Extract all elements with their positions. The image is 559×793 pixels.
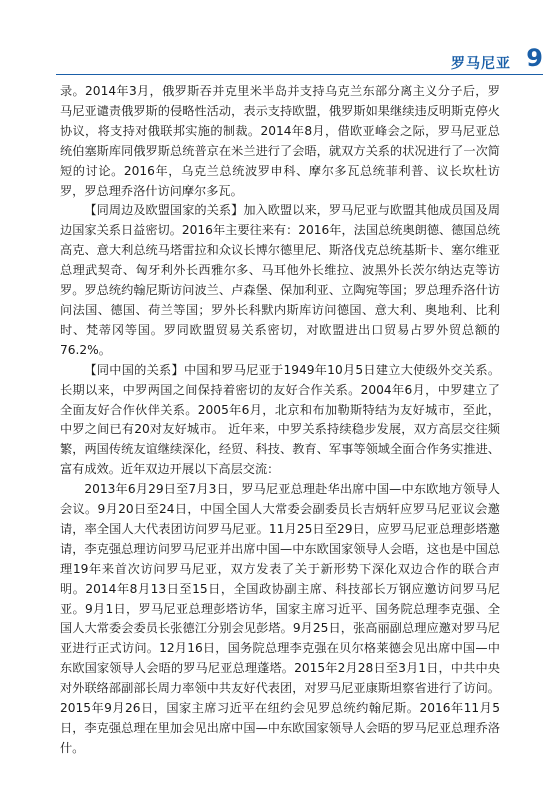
page-number: 9 (526, 44, 543, 72)
section-body-eu: 加入欧盟以来，罗马尼亚与欧盟其他成员国及周边国家关系日益密切。2016年主要往来有：2016年，法国总统奥朗德、德国总统高克、意大利总统马塔雷拉和众议长博尔德里尼、斯洛伐克总统基斯卡、塞尔维亚总理武契奇、匈牙利外长西雅尔多、马耳他外长维拉、波黑外长茨尔纳达克等访罗。罗总统约翰尼斯访问波兰、卢森堡、保加利亚、立陶宛等国；罗总理乔洛什访问法国、德国、荷兰等国；罗外长科默内斯库访问德国、意大利、奥地利、比利时、梵蒂冈等国。罗同欧盟贸易关系密切，对欧盟进出口贸易占罗外贸总额的76.2%。 (60, 203, 501, 357)
section-heading-china: 【同中国的关系】 (84, 362, 184, 377)
section-heading-eu: 【同周边及欧盟国家的关系】 (84, 203, 244, 218)
page-header (0, 0, 559, 80)
paragraph-china-relations (60, 361, 500, 480)
header-divider (56, 74, 543, 75)
page-body (60, 82, 500, 759)
running-header-title: 罗马尼亚 (451, 56, 511, 72)
section-body-china: 中国和罗马尼亚于1949年10月5日建立大使级外交关系。长期以来，中罗两国之间保持着密切的友好合作关系。2004年6月，中罗建立了全面友好合作伙伴关系。2005年6月，北京和布加勒斯特结为友好城市，至此，中罗之间已有20对友好城市。 近年来，中罗关系持续稳步发展，双方高层交往频繁，两国传统友谊继续深化，经贸、科技、教育、军事等领域全面合作务实推进、富有成效。近年双边开展以下高层交流： (60, 362, 501, 477)
paragraph-high-level-exchanges: 2013年6月29日至7月3日，罗马尼亚总理赴华出席中国—中东欧地方领导人会议。9月20日至24日，中国全国人大常委会副委员长吉炳轩应罗马尼亚议会邀请，率全国人大代表团访问罗马尼亚。11月25日至29日，应罗马尼亚总理彭塔邀请，李克强总理访问罗马尼亚并出席中国—中东欧国家领导人会晤，这也是中国总理19年来首次访问罗马尼亚，双方发表了关于新形势下深化双边合作的联合声明。2014年8月13日至15日，全国政协副主席、科技部长万钢应邀访问罗马尼亚。9月1日，罗马尼亚总理彭塔访华，国家主席习近平、国务院总理李克强、全国人大常委会委员长张德江分别会见彭塔。9月25日，张高丽副总理应邀对罗马尼亚进行正式访问。12月16日，国务院总理李克强在贝尔格莱德会见出席中国—中东欧国家领导人会晤的罗马尼亚总理蓬塔。2015年2月28日至3月1日，中共中央对外联络部副部长周力率领中共友好代表团，对罗马尼亚康斯坦察省进行了访问。2015年9月26日，国家主席习近平在纽约会见罗总统约翰尼斯。2016年11月5日，李克强总理在里加会见出席中国—中东欧国家领导人会晤的罗马尼亚总理乔洛什。 (60, 482, 500, 755)
paragraph-eu-relations (60, 201, 500, 360)
paragraph-russia-relations: 录。2014年3月，俄罗斯吞并克里米半岛并支持乌克兰东部分离主义分子后，罗马尼亚谴责俄罗斯的侵略性活动，表示支持欧盟，俄罗斯如果继续违反明斯克停火协议，将支持对俄联邦实施的制裁。2014年8月，借欧亚峰会之际，罗马尼亚总统伯塞斯库同俄罗斯总统普京在米兰进行了会晤，就双方关系的状况进行了一次简短的讨论。2016年，乌克兰总统波罗申科、摩尔多瓦总统菲利普、议长坎杜访罗，罗总理乔洛什访问摩尔多瓦。 (60, 84, 500, 198)
